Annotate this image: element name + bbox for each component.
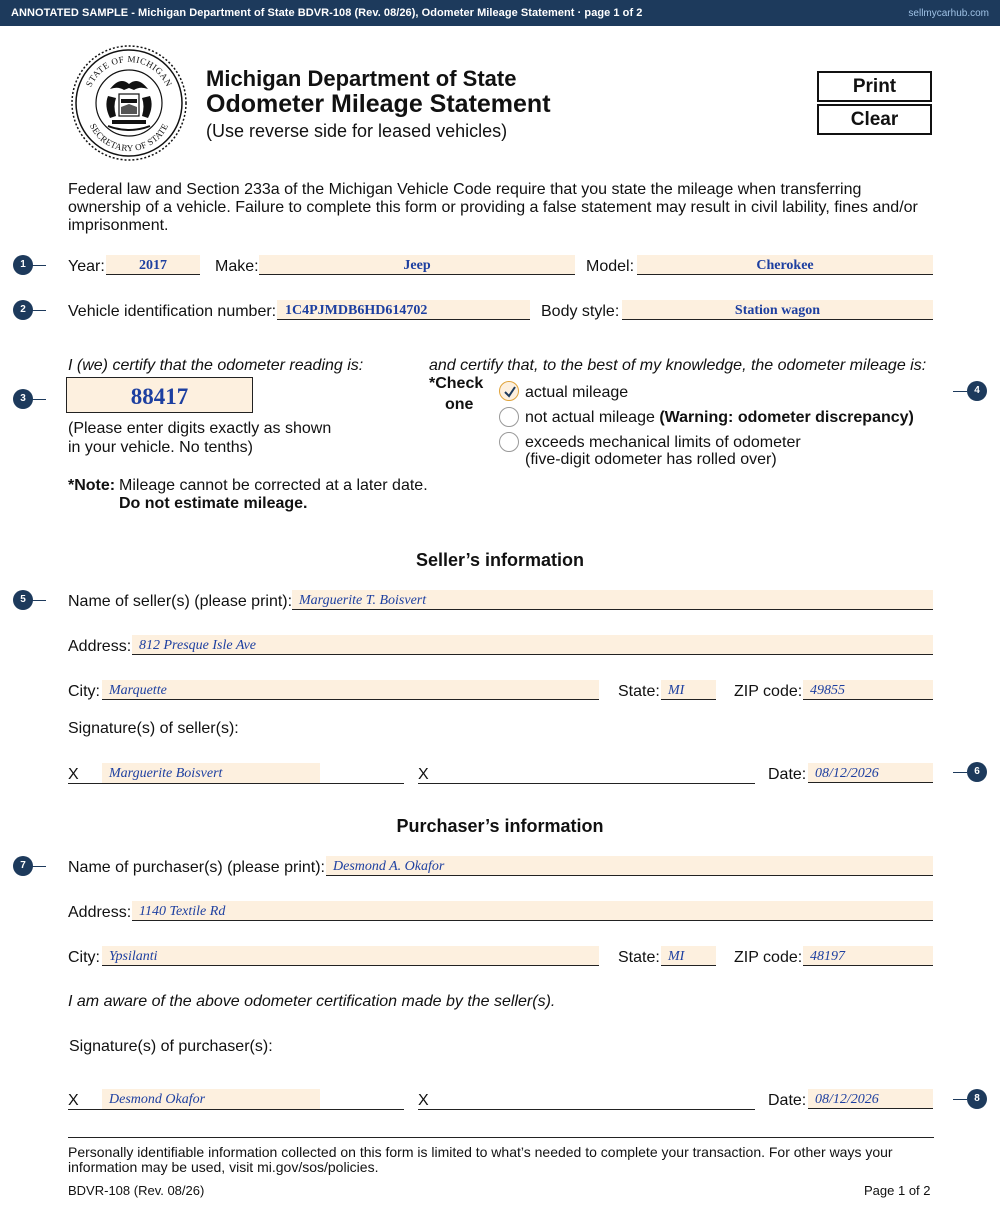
not-actual-mileage-radio[interactable] <box>499 407 519 427</box>
form-subtitle: (Use reverse side for leased vehicles) <box>206 121 508 141</box>
marker-leader-1 <box>32 265 46 266</box>
seller-signature-field-1[interactable]: Marguerite Boisvert <box>102 763 320 783</box>
body-style-field[interactable]: Station wagon <box>622 300 933 320</box>
seal-bottom-text: SECRETARY OF STATE <box>87 121 171 154</box>
checkmark-icon <box>502 384 518 400</box>
note-text: Mileage cannot be corrected at a later date. <box>119 477 428 494</box>
model-label: Model: <box>586 258 635 275</box>
svg-text:STATE OF MICHIGAN <box>84 54 174 89</box>
seller-date-field[interactable]: 08/12/2026 <box>808 763 933 783</box>
purchaser-signature-field-2[interactable] <box>418 1109 755 1110</box>
banner-site-link[interactable]: sellmycarhub.com <box>908 8 989 19</box>
banner-title: ANNOTATED SAMPLE - Michigan Department of State BDVR-108 (Rev. 08/26), Odometer Mileage Statement · page 1 of 2 <box>11 7 643 19</box>
seller-signature-label: Signature(s) of seller(s): <box>68 720 239 737</box>
marker-leader-7 <box>32 866 46 867</box>
purchaser-address-field[interactable]: 1140 Textile Rd <box>132 901 933 921</box>
make-field[interactable]: Jeep <box>259 255 575 275</box>
purchaser-signature-x-1: X <box>68 1092 79 1109</box>
seal-top-text: STATE OF MICHIGAN <box>83 53 175 89</box>
annotation-marker-5: 5 <box>13 590 33 610</box>
seller-signature-x-1: X <box>68 766 79 783</box>
annotation-marker-3: 3 <box>13 389 33 409</box>
annotation-marker-6: 6 <box>967 762 987 782</box>
clear-button[interactable]: Clear <box>817 104 932 135</box>
actual-mileage-radio[interactable] <box>499 381 519 401</box>
purchaser-heading: Purchaser’s information <box>396 816 604 836</box>
seller-city-label: City: <box>68 683 100 700</box>
note-bold-text: Do not estimate mileage. <box>119 495 308 512</box>
footer-divider <box>68 1137 934 1138</box>
purchaser-zip-label: ZIP code: <box>734 949 803 966</box>
marker-leader-8 <box>953 1099 967 1100</box>
annotation-marker-8: 8 <box>967 1089 987 1109</box>
seller-signature-line-1 <box>68 783 404 784</box>
seller-state-field[interactable]: MI <box>661 680 716 700</box>
note-label: *Note: <box>68 477 116 494</box>
actual-mileage-label: actual mileage <box>525 384 629 401</box>
form-id: BDVR-108 (Rev. 08/26) <box>68 1183 205 1198</box>
purchaser-date-label: Date: <box>768 1092 807 1109</box>
agency-name: Michigan Department of State <box>206 66 517 91</box>
vin-field[interactable]: 1C4PJMDB6HD614702 <box>277 300 530 320</box>
seller-zip-field[interactable]: 49855 <box>803 680 933 700</box>
marker-leader-5 <box>32 600 46 601</box>
seller-zip-label: ZIP code: <box>734 683 803 700</box>
not-actual-mileage-label: not actual mileage (Warning: odometer discrepancy) <box>525 409 914 426</box>
vin-label: Vehicle identification number: <box>68 303 277 320</box>
purchaser-name-field[interactable]: Desmond A. Okafor <box>326 856 933 876</box>
marker-leader-3 <box>32 399 46 400</box>
body-style-label: Body style: <box>541 303 620 320</box>
page-number: Page 1 of 2 <box>864 1183 931 1198</box>
seller-state-label: State: <box>618 683 660 700</box>
purchaser-address-label: Address: <box>68 904 132 921</box>
seller-name-label: Name of seller(s) (please print): <box>68 593 293 610</box>
exceeds-limits-sublabel: (five-digit odometer has rolled over) <box>525 451 777 468</box>
odometer-reading-field[interactable]: 88417 <box>66 377 253 413</box>
seller-name-field[interactable]: Marguerite T. Boisvert <box>292 590 933 610</box>
seller-signature-field-2[interactable] <box>418 783 755 784</box>
form-title: Odometer Mileage Statement <box>206 90 551 118</box>
certify-mileage-text: and certify that, to the best of my knowledge, the odometer mileage is: <box>429 357 927 374</box>
annotation-marker-7: 7 <box>13 856 33 876</box>
purchaser-date-field[interactable]: 08/12/2026 <box>808 1089 933 1109</box>
exceeds-limits-label: exceeds mechanical limits of odometer <box>525 434 801 451</box>
make-label: Make: <box>215 258 259 275</box>
marker-leader-4 <box>953 391 967 392</box>
exceeds-limits-radio[interactable] <box>499 432 519 452</box>
seller-heading: Seller’s information <box>415 550 585 570</box>
marker-leader-6 <box>953 772 967 773</box>
reading-hint-line-1: (Please enter digits exactly as shown <box>68 420 332 437</box>
purchaser-aware-text: I am aware of the above odometer certification made by the seller(s). <box>68 993 556 1010</box>
state-seal-logo <box>70 44 188 162</box>
purchaser-signature-x-2: X <box>418 1092 429 1109</box>
check-one-label-2: one <box>445 396 474 413</box>
year-label: Year: <box>68 258 105 275</box>
annotation-banner <box>0 0 1000 26</box>
seller-date-label: Date: <box>768 766 807 783</box>
year-field[interactable]: 2017 <box>106 255 200 275</box>
check-one-label-1: *Check <box>429 375 484 392</box>
purchaser-zip-field[interactable]: 48197 <box>803 946 933 966</box>
seller-address-field[interactable]: 812 Presque Isle Ave <box>132 635 933 655</box>
purchaser-signature-label: Signature(s) of purchaser(s): <box>69 1038 273 1055</box>
intro-paragraph: Federal law and Section 233a of the Michigan Vehicle Code require that you state the mileage when transferring ownership of a vehicle. Failure to complete this form or providing a false statement may result in civil lability, fines and/or imprisonment. <box>68 181 918 234</box>
certify-reading-text: I (we) certify that the odometer reading is: <box>68 357 364 374</box>
purchaser-name-label: Name of purchaser(s) (please print): <box>68 859 325 876</box>
annotation-marker-1: 1 <box>13 255 33 275</box>
discrepancy-warning: (Warning: odometer discrepancy) <box>659 409 914 426</box>
seller-address-label: Address: <box>68 638 132 655</box>
purchaser-signature-line-1 <box>68 1109 404 1110</box>
purchaser-state-field[interactable]: MI <box>661 946 716 966</box>
purchaser-state-label: State: <box>618 949 660 966</box>
print-button[interactable]: Print <box>817 71 932 102</box>
annotation-marker-4: 4 <box>967 381 987 401</box>
model-field[interactable]: Cherokee <box>637 255 933 275</box>
seller-city-field[interactable]: Marquette <box>102 680 599 700</box>
purchaser-city-field[interactable]: Ypsilanti <box>102 946 599 966</box>
annotation-marker-2: 2 <box>13 300 33 320</box>
seller-signature-x-2: X <box>418 766 429 783</box>
purchaser-city-label: City: <box>68 949 100 966</box>
privacy-notice: Personally identifiable information collected on this form is limited to what’s needed to complete your transaction. For other ways your information may be used, visit mi.gov/sos/policies. <box>68 1144 893 1175</box>
purchaser-signature-field-1[interactable]: Desmond Okafor <box>102 1089 320 1109</box>
marker-leader-2 <box>32 310 46 311</box>
reading-hint-line-2: in your vehicle. No tenths) <box>68 439 253 456</box>
